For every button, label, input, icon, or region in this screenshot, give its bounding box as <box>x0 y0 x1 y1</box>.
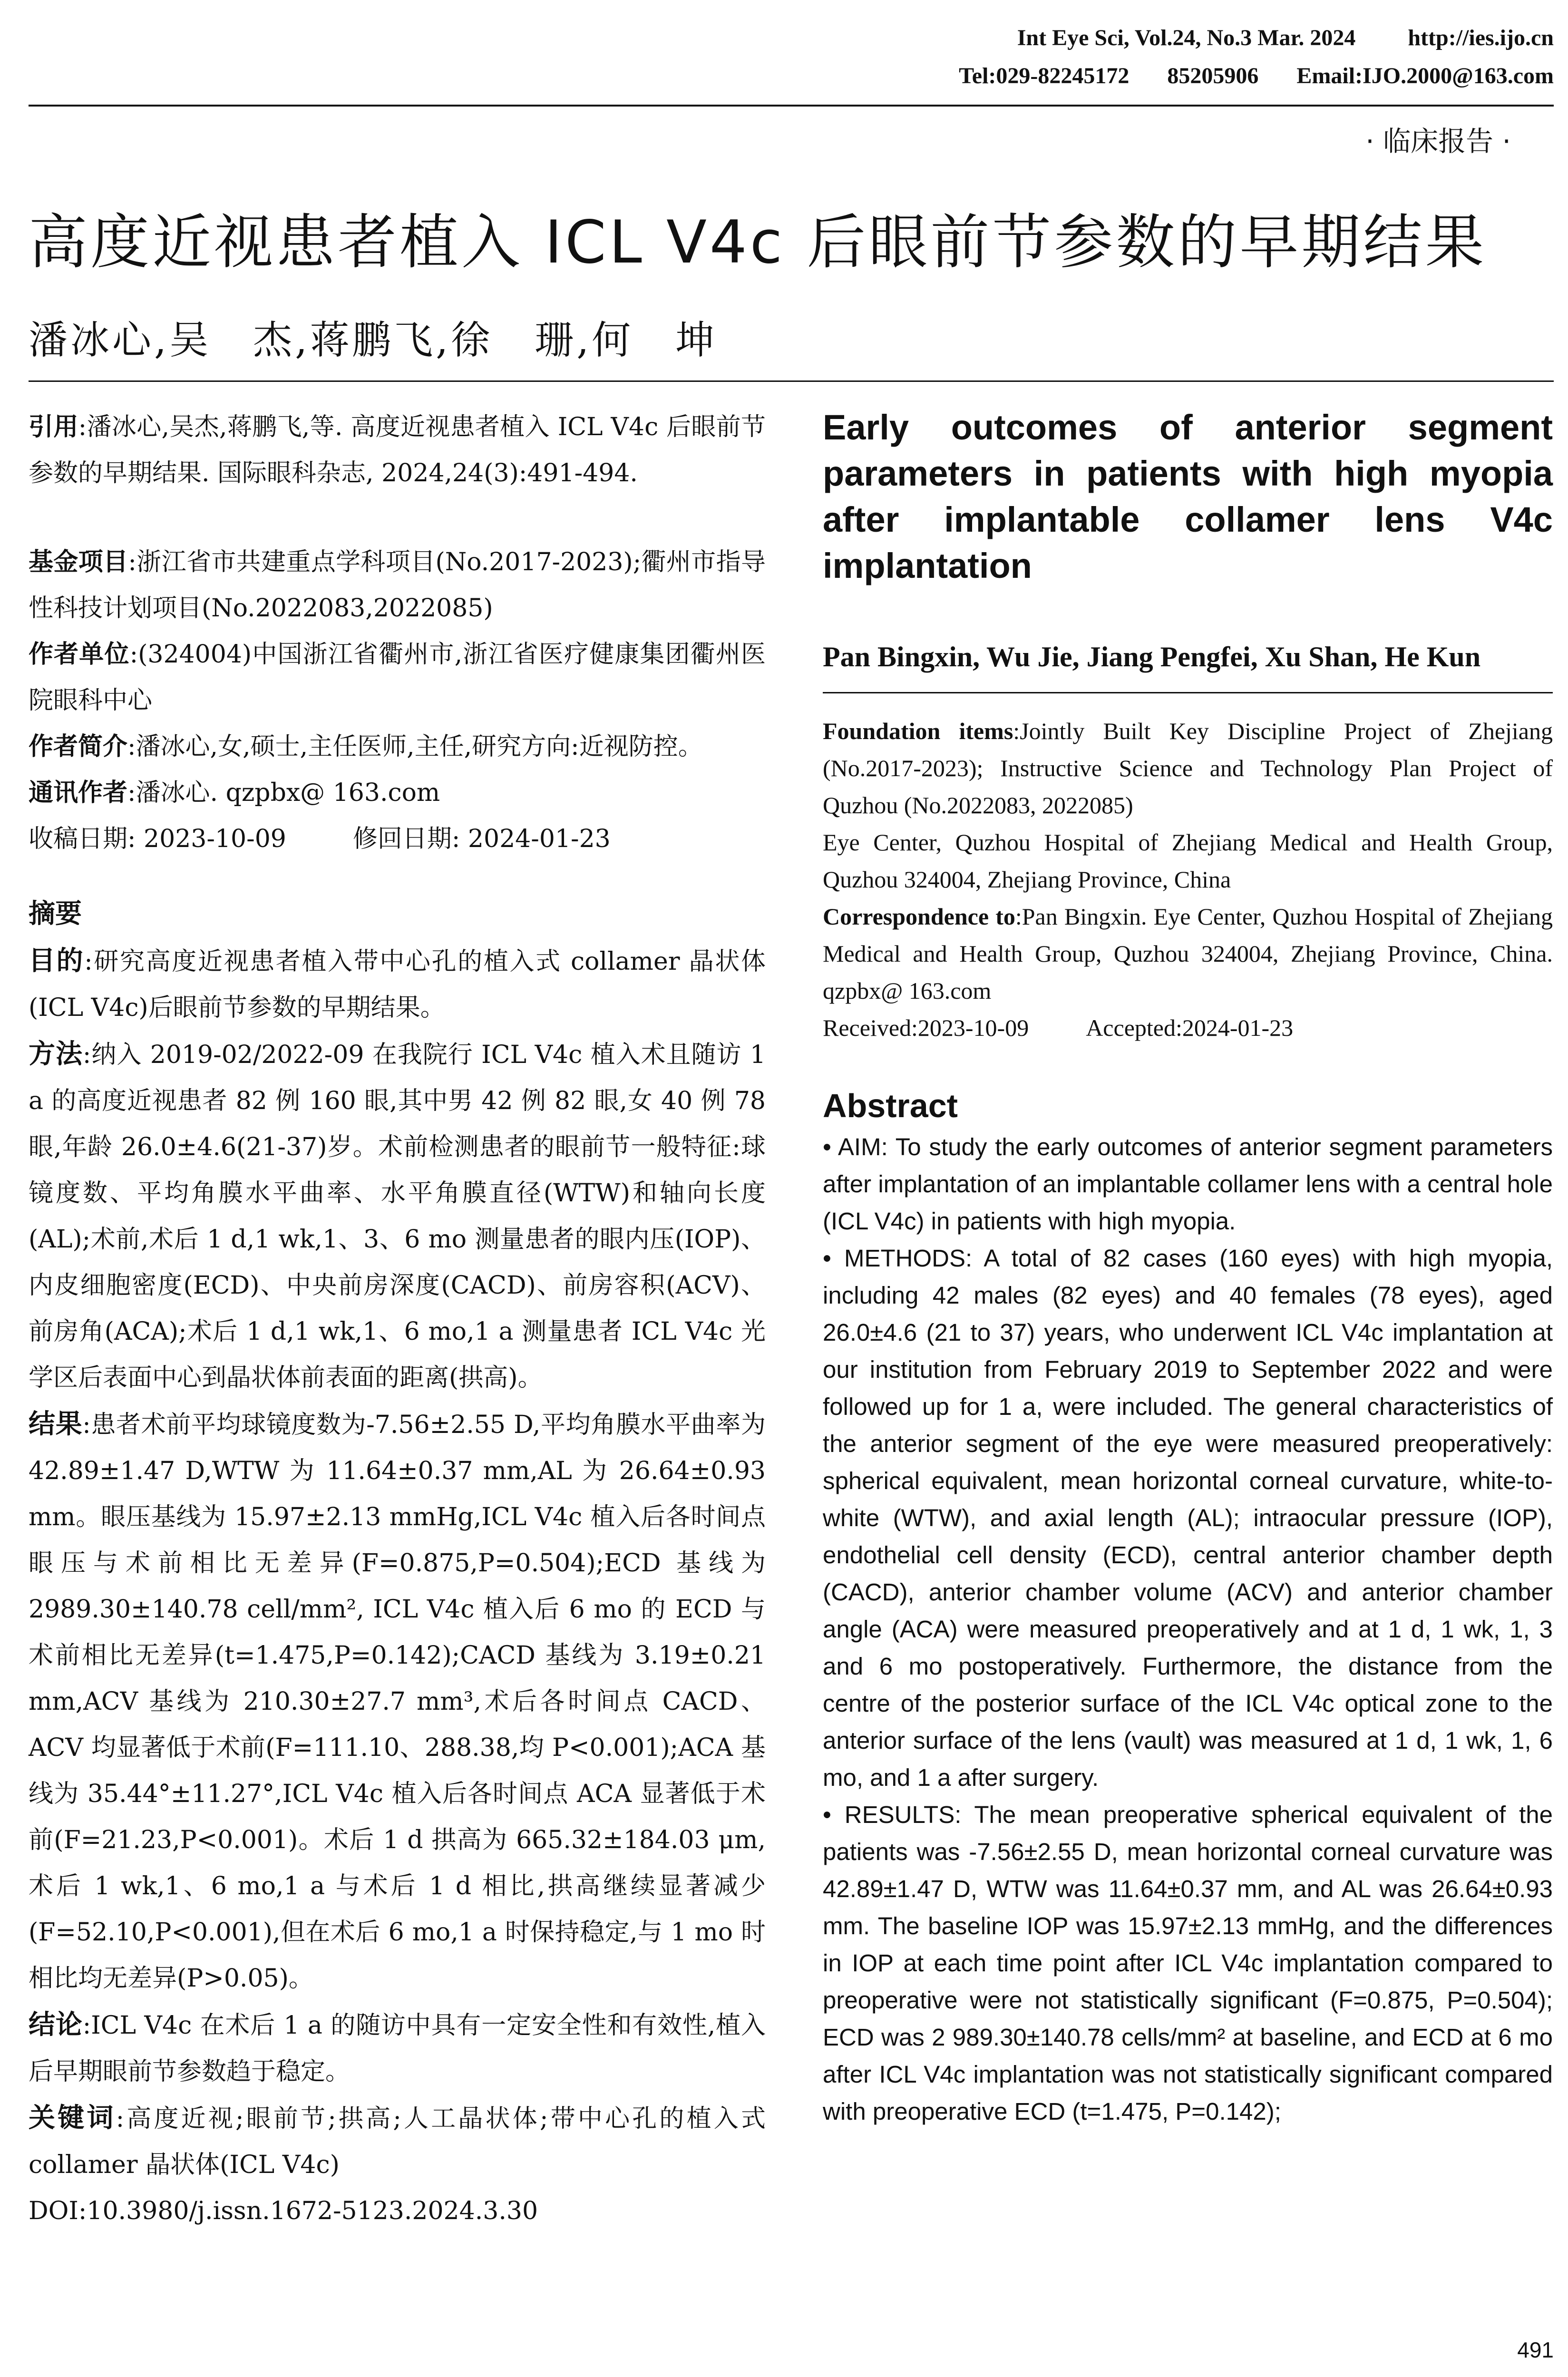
left-column <box>29 404 766 2234</box>
author-bio <box>29 724 766 770</box>
bio-text: :潘冰心,女,硕士,主任医师,主任,研究方向:近视防控。 <box>127 732 703 761</box>
correspondence-cn <box>29 770 766 816</box>
funding-en-label: Foundation items <box>823 718 1013 744</box>
methods-cn <box>29 1031 766 1401</box>
methods-label: 方法 <box>29 1039 83 1070</box>
abstract-aim: • AIM: To study the early outcomes of anterior segment parameters after implantation of an implantable collamer lens with a central hole (ICL V4c) in patients with high myopia. <box>823 1133 1553 1235</box>
funding-text: :浙江省市共建重点学科项目(No.2017-2023);衢州市指导性科技计划项目(No.2022083,2022085) <box>29 548 766 623</box>
correspondence-en-text: :Pan Bingxin. Eye Center, Quzhou Hospital of Zhejiang Medical and Health Group, Quzhou 324004, Zhejiang Province, China. qzpbx@ 163.com <box>823 903 1553 1004</box>
abstract-results: • RESULTS: The mean preoperative spherical equivalent of the patients was -7.56±2.55 D, mean horizontal corneal curvature was 42.89±1.47 D, WTW was 11.64±0.37 mm, and AL was 26.64±0.93 mm. The baseline IOP was 15.97±2.13 mmHg, and the differences in IOP at each time point after ICL V4c implantation compared to preoperative were not statistically significant (F=0.875, P=0.504); ECD was 2 989.30±140.78 cells/mm² at baseline, and ECD at 6 mo after ICL V4c implantation was not statistically significant compared with preoperative ECD (t=1.475, P=0.142); <box>823 1801 1553 2125</box>
bio-label: 作者简介 <box>29 732 128 761</box>
accepted-date-en: Accepted:2024-01-23 <box>1086 1014 1294 1041</box>
keywords-cn <box>29 2095 766 2188</box>
correspondence-label: 通讯作者 <box>29 779 128 807</box>
objective-label: 目的 <box>29 945 85 976</box>
section-tag: · 临床报告 · <box>1365 125 1511 157</box>
citation-text: :潘冰心,吴杰,蒋鹏飞,等. 高度近视患者植入 ICL V4c 后眼前节参数的早期结果. 国际眼科杂志, 2024,24(3):491-494. <box>29 413 766 487</box>
funding-en <box>823 712 1553 824</box>
citation-label: 引用 <box>29 413 78 441</box>
journal-email[interactable]: Email:IJO.2000@163.com <box>1296 63 1554 88</box>
dates-en <box>823 1009 1553 1046</box>
funding-en-text: :Jointly Built Key Discipline Project of Zhejiang (No.2017-2023); Instructive Science and Technology Plan Project of Quzhou (No.2022083, 2022085) <box>823 718 1553 818</box>
authors-rule <box>29 380 1554 382</box>
funding-cn <box>29 539 766 632</box>
abstract-label: 摘要 <box>29 898 82 929</box>
affiliation-cn <box>29 632 766 724</box>
objective <box>29 938 766 1031</box>
objective-text: :研究高度近视患者植入带中心孔的植入式 collamer 晶状体(ICL V4c)后眼前节参数的早期结果。 <box>29 947 766 1022</box>
keywords-label: 关键词 <box>29 2103 116 2133</box>
journal-header <box>959 19 1554 95</box>
conclusion-cn <box>29 2002 766 2095</box>
journal-citation-line: Int Eye Sci, Vol.24, No.3 Mar. 2024 <box>1017 25 1356 50</box>
authors-en: Pan Bingxin, Wu Jie, Jiang Pengfei, Xu Shan, He Kun <box>823 641 1481 672</box>
correspondence-text: :潘冰心. qzpbx@ 163.com <box>127 779 440 807</box>
abstract-heading-en: Abstract <box>823 1087 958 1124</box>
methods-text: :纳入 2019-02/2022-09 在我院行 ICL V4c 植入术且随访 1 a 的高度近视患者 82 例 160 眼,其中男 42 例 82 眼,女 40 例 78 眼,年龄 26.0±4.6(21-37)岁。术前检测患者的眼前节一般特征:球镜度数、平均角膜水平曲率、水平角膜直径(WTW)和轴向长度(AL);术前,术后 1 d,1 wk,1、3、6 mo 测量患者的眼内压(IOP)、内皮细胞密度(ECD)、中央前房深度(CACD)、前房容积(ACV)、前房角(ACA);术后 1 d,1 wk,1、6 mo,1 a 测量患者 ICL V4c 光学区后表面中心到晶状体前表面的距离(拱高)。 <box>29 1041 766 1392</box>
journal-fax: 85205906 <box>1167 63 1259 88</box>
article-title-en: Early outcomes of anterior segment parameters in patients with high myopia after implantable collamer lens V4c implantation <box>823 408 1553 585</box>
received-date-en: Received:2023-10-09 <box>823 1014 1029 1041</box>
keywords-text: :高度近视;眼前节;拱高;人工晶状体;带中心孔的植入式 collamer 晶状体(ICL V4c) <box>29 2104 766 2179</box>
funding-label: 基金项目 <box>29 548 128 576</box>
header-rule <box>29 105 1554 107</box>
affiliation-text: :(324004)中国浙江省衢州市,浙江省医疗健康集团衢州医院眼科中心 <box>29 640 766 715</box>
received-date-cn: 收稿日期: 2023-10-09 <box>29 825 286 853</box>
abstract-heading-cn <box>29 891 766 938</box>
affiliation-label: 作者单位 <box>29 640 130 669</box>
authors-cn: 潘冰心,吴 杰,蒋鹏飞,徐 珊,何 坤 <box>29 318 718 363</box>
right-column <box>823 404 1553 2130</box>
journal-tel: Tel:029-82245172 <box>959 63 1130 88</box>
revised-date-cn: 修回日期: 2024-01-23 <box>352 825 611 853</box>
dates-cn <box>29 816 766 862</box>
conclusion-text: :ICL V4c 在术后 1 a 的随访中具有一定安全性和有效性,植入后早期眼前节参数趋于稳定。 <box>29 2011 766 2086</box>
results-cn <box>29 1401 766 2002</box>
results-text: :患者术前平均球镜度数为-7.56±2.55 D,平均角膜水平曲率为 42.89±1.47 D,WTW 为 11.64±0.37 mm,AL 为 26.64±0.93 mm。眼压基线为 15.97±2.13 mmHg,ICL V4c 植入后各时间点眼压与术前相比无差异(F=0.875,P=0.504);ECD 基线为 2989.30±140.78 cell/mm², ICL V4c 植入后 6 mo 的 ECD 与术前相比无差异(t=1.475,P=0.142);CACD 基线为 3.19±0.21 mm,ACV 基线为 210.30±27.7 mm³,术后各时间点 CACD、ACV 均显著低于术前(F=111.10、288.38,均 P<0.001);ACA 基线为 35.44°±11.27°,ICL V4c 植入后各时间点 ACA 显著低于术前(F=21.23,P<0.001)。术后 1 d 拱高为 665.32±184.03 μm,术后 1 wk,1、6 mo,1 a 与术后 1 d 相比,拱高继续显著减少(F=52.10,P<0.001),但在术后 6 mo,1 a 时保持稳定,与 1 mo 时相比均无差异(P>0.05)。 <box>29 1411 766 1993</box>
correspondence-en <box>823 898 1553 1009</box>
article-title-cn: 高度近视患者植入 ICL V4c 后眼前节参数的早期结果 <box>29 208 1487 277</box>
correspondence-en-label: Correspondence to <box>823 903 1015 930</box>
affiliation-en: Eye Center, Quzhou Hospital of Zhejiang Medical and Health Group, Quzhou 324004, Zhejiang Province, China <box>823 829 1553 893</box>
page-number: 491 <box>1517 2338 1554 2362</box>
english-rule <box>823 692 1553 693</box>
results-label: 结果 <box>29 1409 83 1440</box>
doi[interactable]: DOI:10.3980/j.issn.1672-5123.2024.3.30 <box>29 2197 538 2225</box>
conclusion-label: 结论 <box>29 2009 83 2040</box>
abstract-methods: • METHODS: A total of 82 cases (160 eyes) with high myopia, including 42 males (82 eyes) and 40 females (78 eyes), aged 26.0±4.6 (21 to 37) years, who underwent ICL V4c implantation at our institution from February 2019 to September 2022 and were followed up for 1 a, were included. The general characteristics of the anterior segment of the eye were measured preoperatively: spherical equivalent, mean horizontal corneal curvature, white-to-white (WTW), and axial length (AL); intraocular pressure (IOP), endothelial cell density (ECD), central anterior chamber depth (CACD), anterior chamber volume (ACV) and anterior chamber angle (ACA) were measured preoperatively and at 1 d, 1 wk, 1, 3 and 6 mo postoperatively. Furthermore, the distance from the centre of the posterior surface of the ICL V4c optical zone to the anterior surface of the lens (vault) was measured at 1 d, 1 wk, 1, 6 mo, and 1 a after surgery. <box>823 1245 1553 1791</box>
citation <box>29 404 766 497</box>
journal-url[interactable]: http://ies.ijo.cn <box>1408 25 1554 50</box>
